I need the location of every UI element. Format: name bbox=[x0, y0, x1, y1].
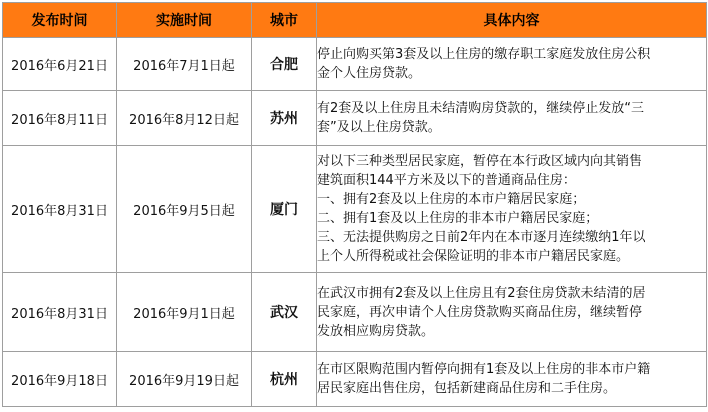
content-line: 金个人住房贷款。 bbox=[317, 66, 422, 81]
content-line: 民家庭，再次申请个人住房贷款购买商品住房，继续暂停 bbox=[317, 304, 643, 320]
city-cell: 合肥 bbox=[252, 38, 317, 91]
content-line: 有2套及以上住房且未结清购房贷款的，继续停止发放“三 bbox=[317, 101, 645, 116]
content-line: 停止向购买第3套及以上住房的缴存职工家庭发放住房公积 bbox=[317, 47, 651, 62]
content-line: 对以下三种类型居民家庭，暂停在本行政区域内向其销售 bbox=[317, 154, 643, 169]
header-row bbox=[3, 3, 707, 38]
table-row bbox=[3, 352, 707, 407]
header-effective-date: 实施时间 bbox=[117, 3, 252, 38]
effective-date-cell: 2016年9月5日起 bbox=[117, 146, 252, 273]
city-cell: 武汉 bbox=[252, 273, 317, 352]
content-line: 二、拥有1套及以上住房的非本市户籍居民家庭； bbox=[317, 211, 599, 226]
table-row bbox=[3, 273, 707, 352]
effective-date-cell: 2016年7月1日起 bbox=[117, 38, 252, 91]
content-line: 一、拥有2套及以上住房的本市户籍居民家庭； bbox=[317, 192, 586, 207]
publish-date-cell: 2016年6月21日 bbox=[3, 38, 117, 91]
publish-date-cell: 2016年8月31日 bbox=[3, 146, 117, 273]
content-cell bbox=[317, 146, 707, 273]
city-cell: 杭州 bbox=[252, 352, 317, 407]
publish-date-cell: 2016年9月18日 bbox=[3, 352, 117, 407]
header-city: 城市 bbox=[252, 3, 317, 38]
header-publish-date: 发布时间 bbox=[3, 3, 117, 38]
content-cell bbox=[317, 352, 707, 407]
content-line: 居民家庭出售住房，包括新建商品住房和二手住房。 bbox=[317, 381, 617, 396]
publish-date-cell: 2016年8月31日 bbox=[3, 273, 117, 352]
content-line: 在市区限购范围内暂停向拥有1套及以上住房的非本市户籍 bbox=[317, 362, 651, 377]
content-cell bbox=[317, 273, 707, 352]
housing-policy-table bbox=[2, 2, 707, 407]
effective-date-cell: 2016年9月1日起 bbox=[117, 273, 252, 352]
content-line: 上个人所得税或社会保险证明的非本市户籍居民家庭。 bbox=[317, 249, 630, 264]
content-line: 发放相应购房贷款。 bbox=[317, 323, 435, 339]
city-cell: 苏州 bbox=[252, 91, 317, 146]
content-line: 三、无法提供购房之日前2年内在本市逐月连续缴纳1年以 bbox=[317, 230, 646, 245]
publish-date-cell: 2016年8月11日 bbox=[3, 91, 117, 146]
table-row bbox=[3, 38, 707, 91]
content-line: 在武汉市拥有2套及以上住房且有2套住房贷款未结清的居 bbox=[317, 285, 646, 301]
city-cell: 厦门 bbox=[252, 146, 317, 273]
effective-date-cell: 2016年9月19日起 bbox=[117, 352, 252, 407]
header-content: 具体内容 bbox=[317, 3, 707, 38]
content-line: 建筑面积144平方米及以下的普通商品住房： bbox=[317, 173, 576, 188]
content-cell bbox=[317, 38, 707, 91]
table-row bbox=[3, 146, 707, 273]
content-line: 套”及以上住房贷款。 bbox=[317, 120, 441, 135]
table-row bbox=[3, 91, 707, 146]
effective-date-cell: 2016年8月12日起 bbox=[117, 91, 252, 146]
content-cell bbox=[317, 91, 707, 146]
